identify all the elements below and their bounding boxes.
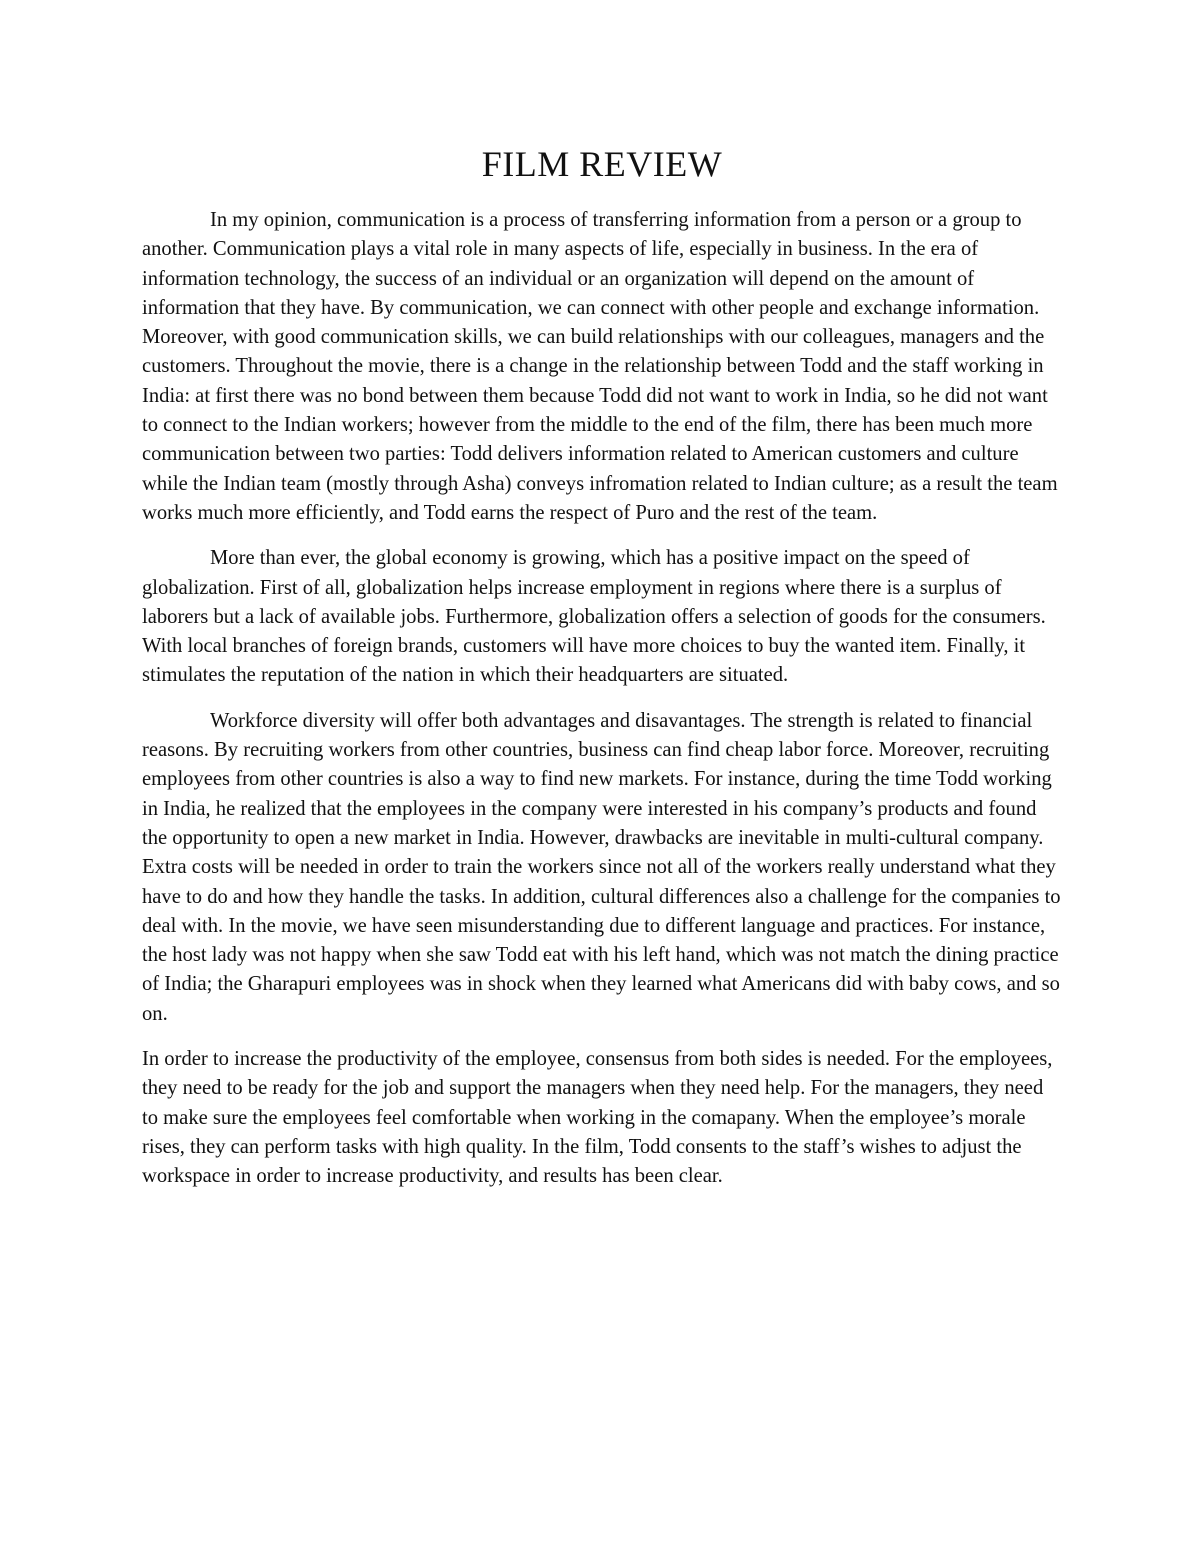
paragraph-productivity: In order to increase the productivity of the employee, consensus from both sides is needed. For the employees, they need to be ready for the job and support the managers when they need help. For the managers, they need to make sure the employees feel comfortable when working in the comapany. When the employee’s morale rises, they can perform tasks with high quality. In the film, Todd consents to the staff’s wishes to adjust the workspace in order to increase productivity, and results has been clear. <box>142 1048 1053 1188</box>
paragraph-communication: In my opinion, communication is a process of transferring information from a person or a group to another. Communication plays a vital role in many aspects of life, especially in business. In the era of information technology, the success of an individual or an organization will depend on the amount of information that they have. By communication, we can connect with other people and exchange information. Moreover, with good communication skills, we can build relationships with our colleagues, managers and the customers. Throughout the movie, there is a change in the relationship between Todd and the staff working in India: at first there was no bond between them because Todd did not want to work in India, so he did not want to connect to the Indian workers; however from the middle to the end of the film, there has been much more communication between two parties: Todd delivers information related to American customers and culture while the Indian team (mostly through Asha) conveys infromation related to Indian culture; as a result the team works much more efficiently, and Todd earns the respect of Puro and the rest of the team. <box>142 209 1058 524</box>
paragraph-workforce-diversity: Workforce diversity will offer both advantages and disavantages. The strength is related to financial reasons. By recruiting workers from other countries, business can find cheap labor force. Moreover, recruiting employees from other countries is also a way to find new markets. For instance, during the time Todd working in India, he realized that the employees in the company were interested in his company’s products and found the opportunity to open a new market in India. However, drawbacks are inevitable in multi-cultural company. Extra costs will be needed in order to train the workers since not all of the workers really understand what they have to do and how they handle the tasks. In addition, cultural differences also a challenge for the companies to deal with. In the movie, we have seen misunderstanding due to different language and practices. For instance, the host lady was not happy when she saw Todd eat with his left hand, which was not match the dining practice of India; the Gharapuri employees was in shock when they learned what Americans did with baby cows, and so on. <box>142 709 1061 1025</box>
document-page <box>142 140 1062 1208</box>
paragraph-globalization: More than ever, the global economy is growing, which has a positive impact on the speed of globalization. First of all, globalization helps increase employment in regions where there is a surplus of laborers but a lack of available jobs. Furthermore, globalization offers a selection of goods for the consumers. With local branches of foreign brands, customers will have more choices to buy the wanted item. Finally, it stimulates the reputation of the nation in which their headquarters are situated. <box>142 547 1046 687</box>
document-title: FILM REVIEW <box>481 144 723 184</box>
